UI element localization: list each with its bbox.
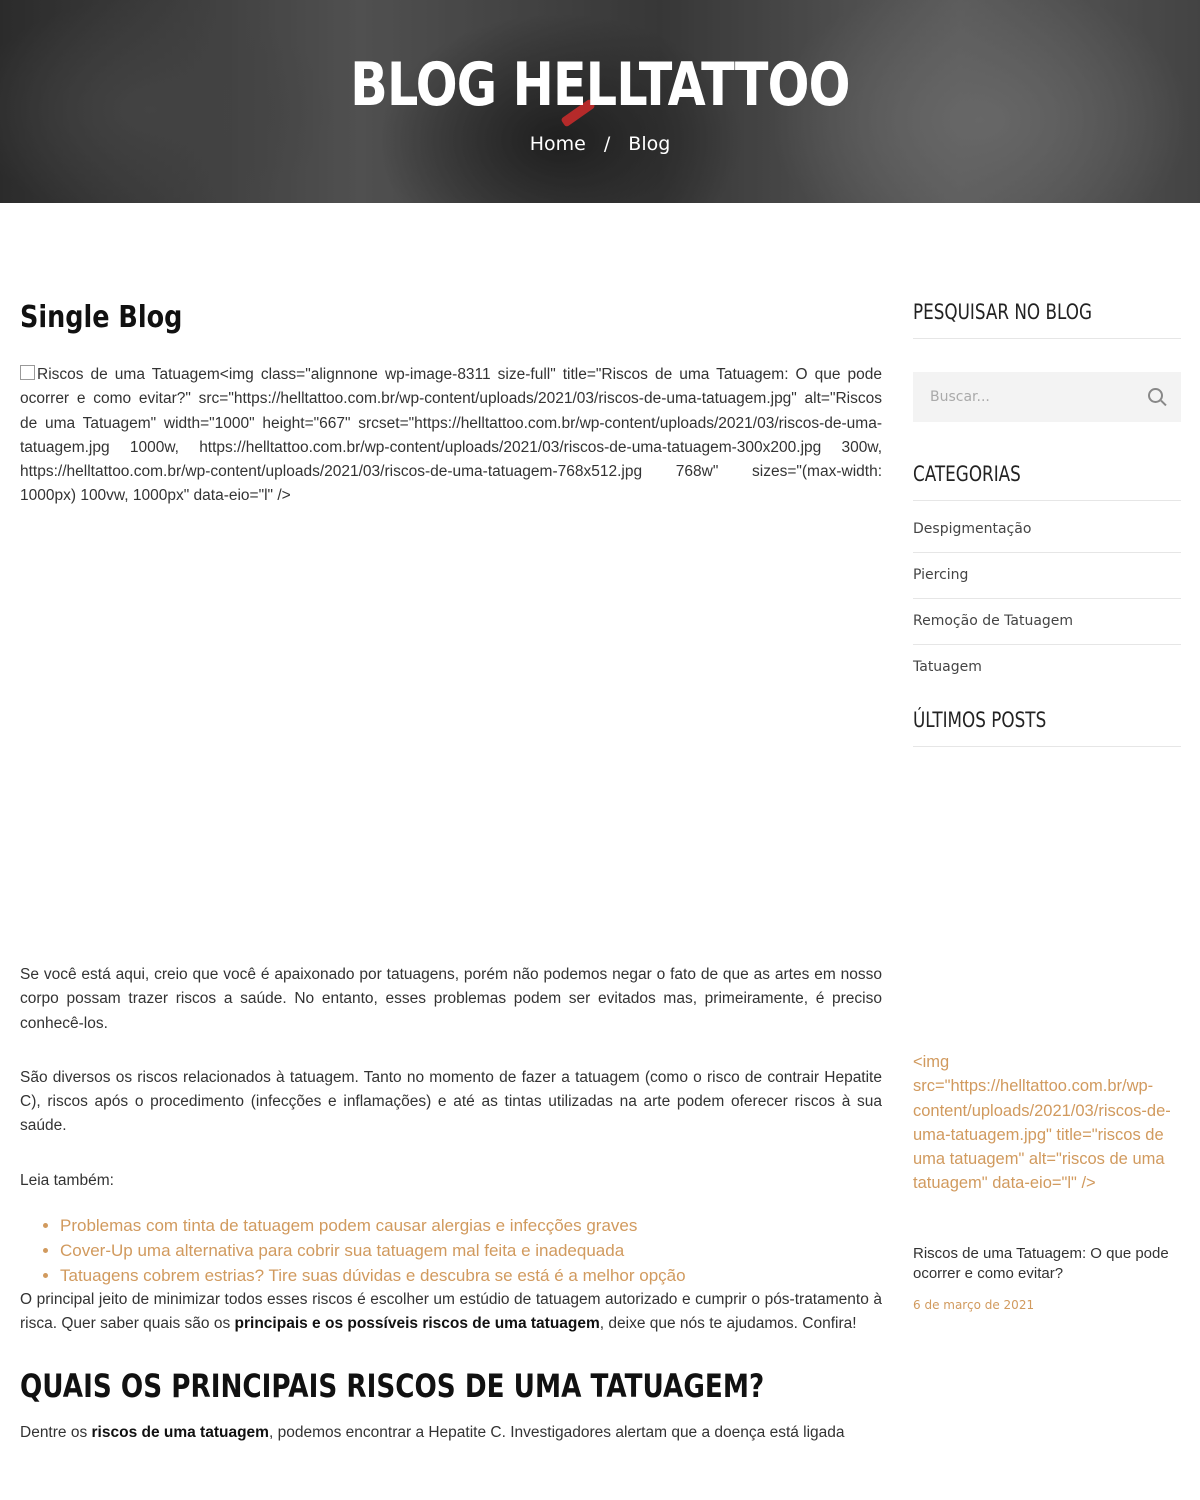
paragraph [20,1421,882,1445]
related-link[interactable]: Cover-Up uma alternativa para cobrir sua tatuagem mal feita e inadequada [60,1241,625,1261]
sidebar [913,300,1181,1312]
breadcrumb-home[interactable]: Home [529,133,586,155]
related-link[interactable]: Problemas com tinta de tatuagem podem causar alergias e infecções graves [60,1216,638,1236]
broken-image [20,363,882,963]
list-item [60,1213,882,1238]
breadcrumb-separator: / [603,133,611,155]
image-alt-text: Riscos de uma Tatuagem<img class="alignnone wp-image-8311 size-full" title="Riscos de uma Tatuagem: O que pode ocorrer e como evitar?" src="https://helltattoo.com.br/wp-content/uploads/2021/03/riscos-de-uma-tatuagem.jpg" alt="Riscos de uma Tatuagem" width="1000" height="667" srcset="https://helltattoo.com.br/wp-content/uploads/2021/03/riscos-de-uma-tatuagem.jpg 1000w, https://helltattoo.com.br/wp-content/uploads/2021/03/riscos-de-uma-tatuagem-300x200.jpg 300w, https://helltattoo.com.br/wp-content/uploads/2021/03/riscos-de-uma-tatuagem-768x512.jpg 768w" sizes="(max-width: 1000px) 100vw, 1000px" data-eio="l" /> [20,366,882,505]
category-link[interactable]: Remoção de Tatuagem [913,599,1181,645]
recent-posts-widget-title: ÚLTIMOS POSTS [913,708,1181,747]
paragraph: Se você está aqui, creio que você é apaixonado por tatuagens, porém não podemos negar o fato de que as artes em nosso corpo possam trazer riscos a saúde. No entanto, esses problemas podem ser evitados mas, primeiramente, é preciso conhecê-los. [20,966,882,1032]
recent-post-title[interactable]: Riscos de uma Tatuagem: O que pode ocorrer e como evitar? [913,1244,1169,1282]
read-also-label: Leia também: [20,1171,114,1189]
related-links-list [20,1213,882,1288]
article-heading: Single Blog [20,300,183,335]
section-heading: QUAIS OS PRINCIPAIS RISCOS DE UMA TATUAGEM? [20,1366,765,1405]
paragraph [20,1288,882,1337]
list-item [60,1263,882,1288]
breadcrumb-current: Blog [628,133,671,155]
paragraph-text: , podemos encontrar a Hepatite C. Investigadores alertam que a doença está ligada [268,1423,845,1441]
recent-post-date: 6 de março de 2021 [913,1297,1035,1312]
paragraph-text: , deixe que nós te ajudamos. Confira! [599,1315,857,1333]
hero-banner [0,0,1200,203]
page-title: BLOG HELLTATTOO [350,50,850,120]
category-link[interactable]: Piercing [913,553,1181,599]
search-input[interactable] [913,372,1130,422]
categories-list [913,507,1181,690]
list-item [60,1238,882,1263]
paragraph-text: Dentre os [20,1423,92,1441]
search-icon[interactable] [1148,388,1163,403]
recent-post-image[interactable]: <img src="https://helltattoo.com.br/wp-content/uploads/2021/03/riscos-de-uma-tatuagem.jpg" title="riscos de uma tatuagem" alt="riscos de uma tatuagem" data-eio="l" /> [913,1053,1171,1193]
search-box [913,372,1181,422]
paragraph-bold: principais e os possíveis riscos de uma tatuagem [234,1315,600,1333]
paragraph-text: O principal jeito de minimizar todos esses riscos é escolher um estúdio de tatuagem autorizado e cumprir o pós-tratamento à risca. Quer saber quais são os [20,1291,882,1333]
categories-widget-title: CATEGORIAS [913,462,1181,501]
category-link[interactable]: Tatuagem [913,659,982,675]
related-link[interactable]: Tatuagens cobrem estrias? Tire suas dúvidas e descubra se está é a melhor opção [60,1266,686,1286]
search-widget-title: PESQUISAR NO BLOG [913,300,1181,339]
breadcrumb [0,133,1200,155]
category-link[interactable]: Despigmentação [913,507,1181,553]
broken-image-icon [20,365,35,380]
article [20,300,882,1475]
paragraph: São diversos os riscos relacionados à tatuagem. Tanto no momento de fazer a tatuagem (como o risco de contrair Hepatite C), riscos após o procedimento (infecções e inflamações) e até as tintas utilizadas na arte podem oferecer riscos à sua saúde. [20,1068,882,1135]
paragraph-bold: riscos de uma tatuagem [91,1423,269,1441]
